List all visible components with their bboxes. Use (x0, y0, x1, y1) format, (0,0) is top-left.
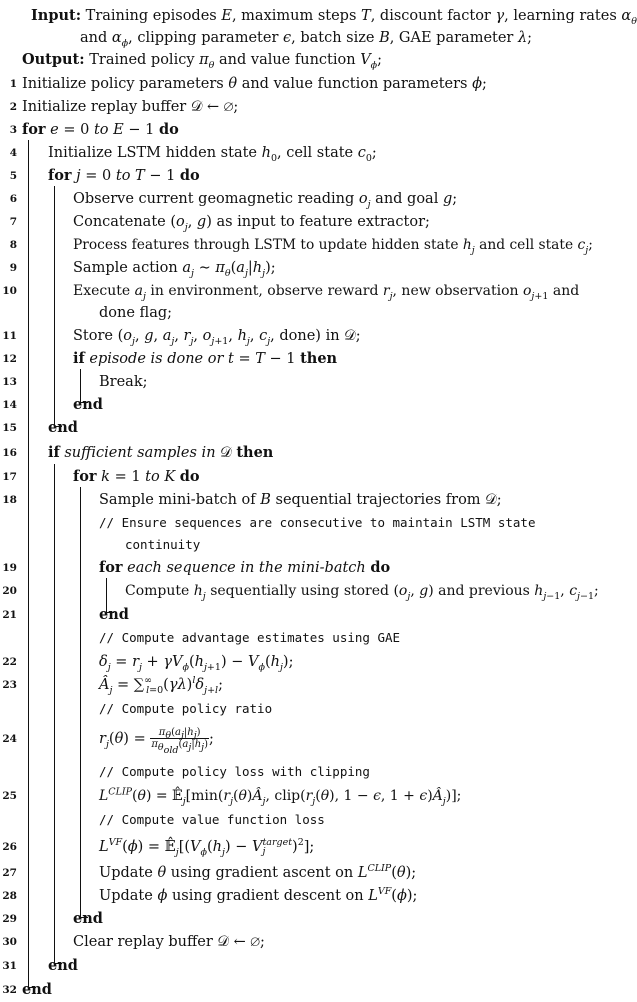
line-7 (0, 210, 624, 234)
line-3 (0, 118, 624, 142)
comment-line (0, 808, 624, 832)
line-number: 14 (2, 399, 17, 411)
comment-text: // Compute advantage estimates using GAE (99, 630, 401, 645)
line-text: Clear replay buffer 𝒟 ← ∅; (73, 934, 265, 950)
comment-text-cont: continuity (125, 537, 201, 552)
line-text: Sample action $a_j$ ∼ $\pi_\theta(a_j|h_j)$; (73, 260, 276, 279)
line-18 (0, 488, 624, 512)
line-text: $L^{VF}(\phi)$ = $𝔼̂_j[(V_\phi(h_j) - V$ target j )$^2$]; (99, 837, 315, 858)
line-25 (0, 784, 624, 808)
input-line (0, 4, 637, 28)
line-number: 25 (2, 790, 17, 802)
line-number: 32 (2, 984, 17, 996)
input-text-1: Training episodes E, maximum steps T, discount factor γ, learning rates $\alpha_\theta$ (85, 8, 637, 27)
line-number: 5 (9, 170, 17, 182)
line-number: 8 (9, 239, 17, 251)
if-done-block-bar (80, 369, 81, 402)
comment-line (0, 511, 624, 535)
line-21 (0, 603, 624, 627)
line-27 (0, 861, 624, 885)
comment-text: // Compute policy loss with clipping (99, 764, 370, 779)
end-keyword: end (48, 419, 78, 436)
line-text: Execute $a_j$ in environment, observe reward $r_j$, new observation $o_{j+1}$ and (73, 283, 580, 302)
line-6 (0, 187, 624, 211)
line-number: 21 (2, 609, 17, 621)
comment-line-cont (0, 533, 624, 557)
line-text: Update θ using gradient ascent on $L^{CLIP}(\theta)$; (99, 863, 417, 881)
comment-line (0, 760, 624, 784)
line-15 (0, 416, 624, 440)
line-1 (0, 72, 624, 96)
line-number: 10 (2, 285, 17, 297)
line-number: 7 (9, 216, 17, 228)
block-hook (80, 917, 88, 918)
output-line (0, 48, 624, 72)
end-keyword: end (22, 981, 52, 998)
line-number: 17 (2, 471, 17, 483)
end-keyword: end (48, 957, 78, 974)
line-8 (0, 233, 624, 257)
line-number: 16 (2, 447, 17, 459)
line-text: Initialize policy parameters θ and value function parameters ϕ; (22, 76, 487, 92)
line-28 (0, 884, 624, 908)
line-16 (0, 441, 624, 465)
block-hook (54, 426, 62, 427)
output-text: Trained policy $\pi_\theta$ and value function $V_\phi$; (89, 52, 383, 71)
line-text: $\delta_j = r_j + \gamma V_\phi(h_{j+1}) - V_\phi(h_j)$; (99, 654, 294, 673)
line-number: 18 (2, 494, 17, 506)
line-number: 12 (2, 353, 17, 365)
block-hook (54, 963, 62, 964)
input-line-cont (0, 26, 624, 50)
line-number: 23 (2, 679, 17, 691)
line-9 (0, 256, 624, 280)
comment-text: // Ensure sequences are consecutive to maintain LSTM state (99, 515, 536, 530)
line-19 (0, 556, 624, 580)
for-j-block-bar (54, 186, 55, 426)
line-2 (0, 95, 624, 119)
line-number: 30 (2, 936, 17, 948)
line-number: 19 (2, 562, 17, 574)
line-text: Break; (99, 374, 148, 390)
line-text: Concatenate ($o_j$, g) as input to feature extractor; (73, 214, 430, 233)
end-keyword: end (73, 910, 103, 927)
line-number: 28 (2, 890, 17, 902)
line-text: Initialize replay buffer 𝒟 ← ∅; (22, 99, 239, 115)
output-label: Output: (22, 51, 85, 68)
comment-line (0, 697, 624, 721)
line-23 (0, 673, 624, 697)
for-e-block-bar (28, 140, 29, 987)
line-20 (0, 579, 624, 603)
line-14 (0, 393, 624, 417)
line-number: 15 (2, 422, 17, 434)
line-number: 6 (9, 193, 17, 205)
input-text-2: and $\alpha_\phi$, clipping parameter ϵ, batch size B, GAE parameter λ; (80, 30, 533, 49)
line-text: Update ϕ using gradient descent on $L^{VF}(\phi)$; (99, 886, 418, 904)
line-text: Sample mini-batch of B sequential trajectories from 𝒟; (99, 492, 502, 508)
line-24 (0, 727, 624, 756)
line-number: 31 (2, 960, 17, 972)
line-22 (0, 650, 624, 674)
line-number: 1 (9, 78, 17, 90)
end-keyword: end (73, 396, 103, 413)
line-text: for k = 1 to K do (73, 468, 200, 485)
line-number: 27 (2, 867, 17, 879)
line-number: 29 (2, 913, 17, 925)
line-text: if sufficient samples in 𝒟 then (48, 444, 274, 461)
line-32 (0, 978, 624, 1002)
line-17 (0, 465, 624, 489)
for-k-block-bar (80, 487, 81, 917)
line-number: 11 (2, 330, 17, 342)
comment-text: // Compute policy ratio (99, 701, 273, 716)
comment-line (0, 626, 624, 650)
line-31 (0, 954, 624, 978)
line-10-cont (0, 301, 624, 325)
line-number: 4 (9, 147, 17, 159)
block-hook (28, 987, 36, 988)
line-11 (0, 324, 624, 348)
line-number: 24 (2, 733, 17, 745)
line-text: Compute $h_j$ sequentially using stored ($o_j$, g) and previous $h_{j-1}$, $c_{j-1}$; (125, 583, 599, 602)
line-text: Store ($o_j$, g, $a_j$, $r_j$, $o_{j+1}$, $h_j$, $c_j$, done) in 𝒟; (73, 328, 361, 347)
line-text: Observe current geomagnetic reading $o_j$ and goal g; (73, 191, 458, 210)
line-text-cont: done flag; (99, 305, 173, 321)
line-29 (0, 907, 624, 931)
block-hook (80, 402, 88, 403)
line-number: 26 (2, 841, 17, 853)
line-number: 22 (2, 656, 17, 668)
line-number: 20 (2, 585, 17, 597)
line-text: for j = 0 to T − 1 do (48, 167, 200, 184)
line-12 (0, 347, 624, 371)
line-5 (0, 164, 624, 188)
line-number: 13 (2, 376, 17, 388)
line-text: for each sequence in the mini-batch do (99, 559, 391, 576)
line-13 (0, 370, 624, 394)
if-samples-block-bar (54, 464, 55, 963)
line-number: 2 (9, 101, 17, 113)
line-text: $r_j(\theta)$ = $\pi_\theta(a_j|h_j)$ $\pi_{\theta_{old}}(a_j|h_j)$ ; (99, 727, 214, 756)
line-text: $Â_j = \sum^\infty_{l=0}(\gamma\lambda)^l\delta_{j+l}$; (99, 675, 223, 696)
line-text: if episode is done or t = T − 1 then (73, 350, 338, 367)
line-26 (0, 835, 624, 859)
line-number: 3 (9, 124, 17, 136)
comment-text: // Compute value function loss (99, 812, 325, 827)
input-label: Input: (31, 7, 82, 24)
end-keyword: end (99, 606, 129, 623)
for-seq-block-bar (106, 578, 107, 612)
line-text: Initialize LSTM hidden state $h_0$, cell state $c_0$; (48, 145, 377, 164)
line-30 (0, 930, 624, 954)
line-text: for e = 0 to E − 1 do (22, 121, 179, 138)
line-10 (0, 279, 624, 303)
line-text: Process features through LSTM to update hidden state $h_j$ and cell state $c_j$; (73, 237, 593, 256)
line-text: $L^{CLIP}(\theta)$ = $𝔼̂_j[\min(r_j(\theta)Â_j$, $clip(r_j(\theta)$, 1 − ϵ, $1 + \epsilon)Â_j$)]; (99, 786, 462, 807)
block-hook (106, 612, 114, 613)
line-number: 9 (9, 262, 17, 274)
line-4 (0, 141, 624, 165)
